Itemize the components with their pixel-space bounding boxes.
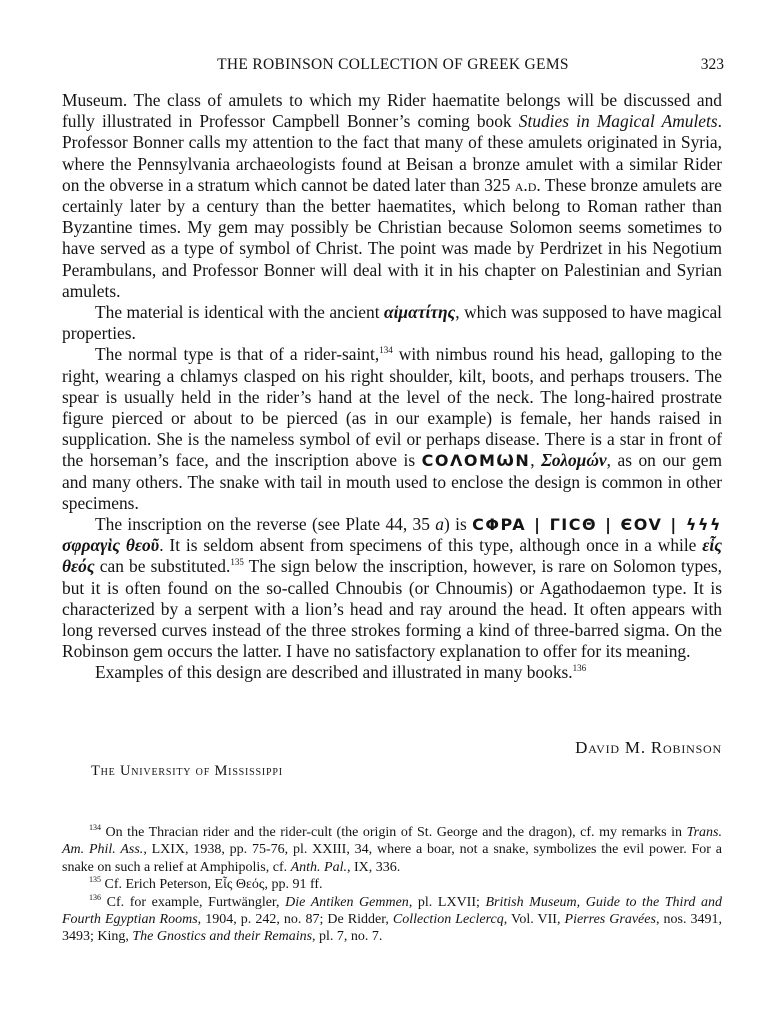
text-run: , 1904, p. 242, no. 87; De Ridder, <box>197 912 393 928</box>
footnote-135 <box>62 876 722 893</box>
paragraph-1 <box>62 90 722 302</box>
era-abbreviation: a.d. <box>514 174 541 195</box>
paragraph-3 <box>62 344 722 514</box>
text-run: . It is seldom absent from specimens of this type, although once in a while <box>159 535 703 556</box>
paragraph-5 <box>62 662 722 683</box>
text-run: Cf. for example, Furtwängler, <box>101 894 286 910</box>
footnotes <box>62 824 722 946</box>
text-run: , pl. 7, no. 7. <box>312 929 383 945</box>
text-run: The material is identical with the ancient <box>95 302 384 323</box>
citation-title: British Museum, Guide to the Third and Fourth Egyptian Rooms <box>62 894 722 928</box>
text-run: , as on our gem and many others. The snake with tail in mouth used to enclose the design is common in other specimens. <box>62 450 722 513</box>
text-run: , pl. LXVII; <box>408 894 486 910</box>
page-header <box>62 56 724 80</box>
text-run: The sign below the inscription, however, is rare on Solomon types, but it is often found on the so-called Chnoubis (or Chnoumis) or Agathodaemon type. It is characterized by a serpent with a lion’s head and ray around the head. It often appears with long reversed curves instead of the three strokes forming a kind of three-barred sigma. On the Robinson gem occurs the latter. I have no satisfactory explanation to offer for its meaning. <box>62 556 722 662</box>
footnote-ref-136: 136 <box>572 663 587 674</box>
citation-title: Collection Leclercq <box>392 912 504 928</box>
footnote-number: 135 <box>89 875 101 885</box>
text-run: can be substituted. <box>94 556 231 577</box>
citation-title: Anth. Pal. <box>290 859 347 875</box>
citation-title: Die Antiken Gemmen <box>285 894 409 910</box>
text-run: with nimbus round his head, galloping to the right, wearing a chlamys clasped on his right shoulder, kilt, boots, and perhaps trousers. The spear is usually held in the rider’s hand at the level of the neck. The long-haired prostrate figure pierced or about to be pierced (as in our example) is female, her hands raised in supplication. She is the nameless symbol of evil or perhaps disease. There is a star in front of the horseman’s face, and the inscription above is <box>62 344 722 471</box>
text-run: Examples of this design are described and illustrated in many books. <box>95 662 573 683</box>
text-run: , which was supposed to have magical properties. <box>62 302 722 344</box>
gem-inscription-obverse: COΛOMѠN <box>421 451 531 471</box>
citation-title: Pierres Gravées <box>564 912 656 928</box>
body-text <box>62 90 722 684</box>
text-run: , Vol. VII, <box>503 912 565 928</box>
text-run: The normal type is that of a rider-saint, <box>95 344 380 365</box>
citation-title: Trans. Am. Phil. Ass. <box>62 825 722 858</box>
author-affiliation: The University of Mississippi <box>91 763 283 779</box>
running-title: THE ROBINSON COLLECTION OF GREEK GEMS <box>217 56 569 73</box>
paragraph-4 <box>62 514 722 662</box>
text-run: , <box>530 450 542 471</box>
greek-word: αἱματίτης <box>383 302 456 323</box>
footnote-134 <box>62 824 722 876</box>
text-run: , nos. 3491, 3493; King, <box>62 912 722 945</box>
text-run: These bronze amulets are certainly later by a century than the better haematites, which belong to Roman rather than Byzantine times. My gem may possibly be Christian because Solomon seems sometimes to have served as a type of symbol of Christ. The point was made by Perdrizet in his Negotium Perambulans, and Professor Bonner will deal with it in his chapter on Palestinian and Syrian amulets. <box>62 174 723 301</box>
footnote-number: 134 <box>89 823 101 832</box>
footnote-136 <box>62 894 722 946</box>
gem-inscription-reverse: CΦPA | ΓICΘ | ЄOV | ϟϟϟ <box>472 515 722 535</box>
author-signature: David M. Robinson <box>575 738 722 757</box>
text-run: On the Thracian rider and the rider-cult (the origin of St. George and the dragon), cf. my remarks in <box>101 825 687 840</box>
footnote-number: 136 <box>89 892 101 902</box>
footnote-ref-134: 134 <box>379 345 393 356</box>
plate-letter: a <box>435 514 444 535</box>
citation-title: The Gnostics and their Remains <box>132 929 313 945</box>
page-number: 323 <box>700 56 724 73</box>
text-run: , pp. 91 ff. <box>264 877 323 893</box>
greek-phrase: Εἷς Θεός <box>214 877 265 893</box>
greek-phrase: εἶς θεός <box>62 535 722 577</box>
text-run: The inscription on the reverse (see Plate 44, 35 <box>95 514 436 535</box>
text-run: Museum. The class of amulets to which my Rider haematite belongs will be discussed and fully illustrated in Professor Campbell Bonner’s coming book <box>62 90 722 132</box>
text-run: , IX, 336. <box>347 859 401 875</box>
text-run: ) is <box>444 514 473 535</box>
text-run: Cf. Erich Peterson, <box>101 877 215 893</box>
greek-word: Σολομών <box>541 450 607 471</box>
book-title: Studies in Magical Amulets <box>518 111 718 132</box>
greek-phrase: σφραγὶς θεοῦ <box>62 535 160 556</box>
text-run: , LXIX, 1938, pp. 75-76, pl. XXIII, 34, where a boar, not a snake, symbolizes the evil power. For a snake on such a relief at Amphipolis, cf. <box>62 842 722 875</box>
footnote-ref-135: 135 <box>230 557 244 568</box>
text-run: . Professor Bonner calls my attention to the fact that many of these amulets originated in Syria, where the Pennsylvania archaeologists found at Beisan a bronze amulet with a similar Rider on the obverse in a stratum which cannot be dated later than 325 <box>62 111 722 195</box>
paragraph-2 <box>62 302 722 344</box>
